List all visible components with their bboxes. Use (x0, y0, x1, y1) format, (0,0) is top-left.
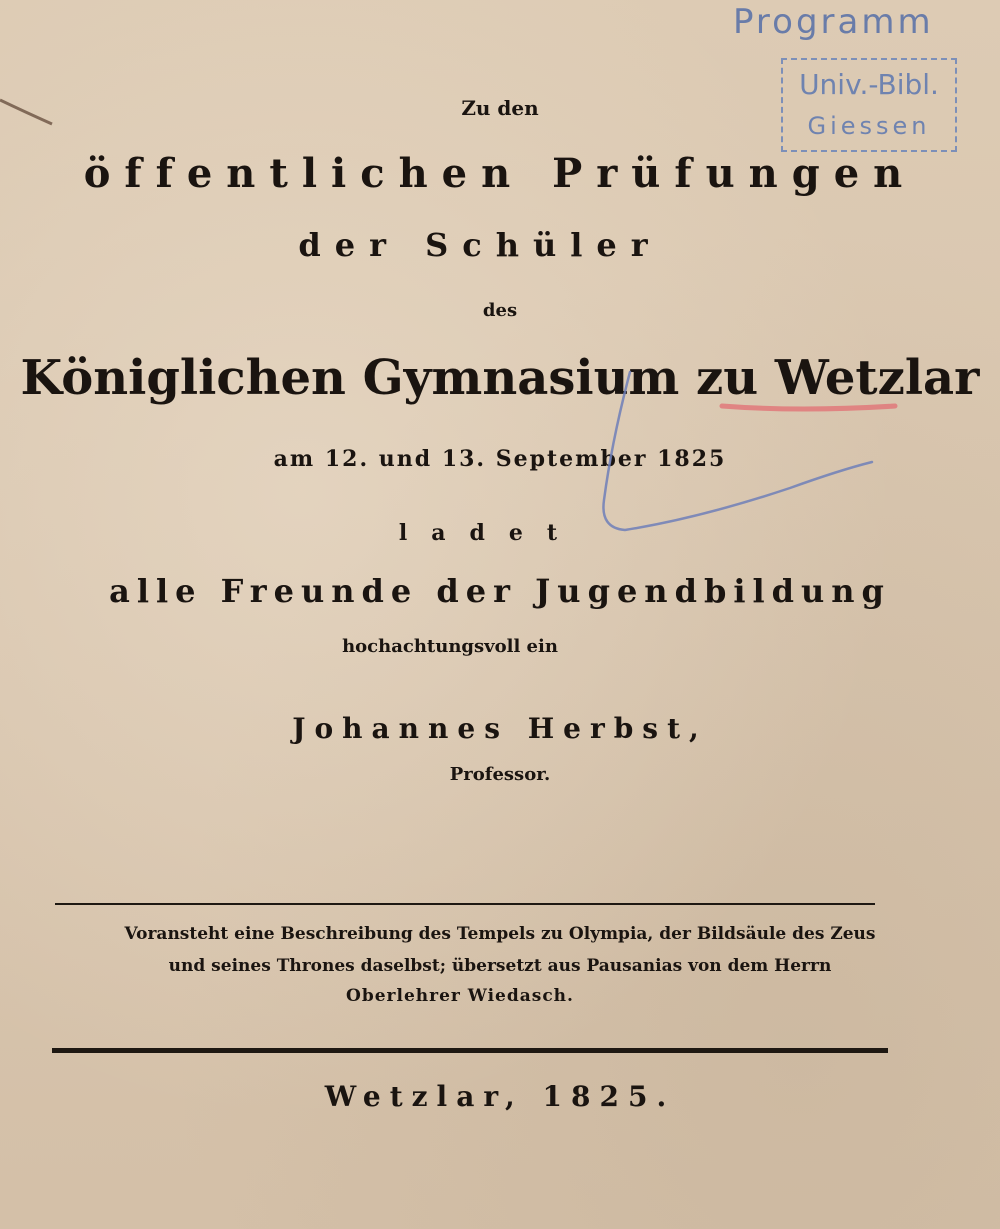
author-title: Professor. (449, 764, 551, 785)
zu-den-line: Zu den (461, 96, 539, 120)
note-line-3: Oberlehrer Wiedasch. (346, 986, 574, 1006)
blue-pen-stroke (603, 372, 872, 530)
date-line: am 12. und 13. September 1825 (273, 446, 727, 472)
der-schueler-line: der Schüler (298, 226, 662, 264)
pruefungen-line: öffentlichen Prüfungen (83, 150, 917, 197)
note-line-2: und seines Thrones daselbst; übersetzt aus Pausanias von dem Herrn (168, 956, 832, 976)
gymnasium-heading: Königlichen Gymnasium zu Wetzlar (20, 350, 980, 406)
ladet-line: ladet (398, 520, 582, 546)
hochachtungsvoll-line: hochachtungsvoll ein (342, 636, 558, 657)
programm-stamp: Programm (733, 2, 934, 42)
red-pencil-underline (722, 406, 895, 409)
edge-mark (0, 100, 52, 124)
des-line: des (482, 300, 518, 321)
note-line-1: Voransteht eine Beschreibung des Tempels zu Olympia, der Bildsäule des Zeus (124, 924, 876, 944)
imprint-line: Wetzlar, 1825. (324, 1080, 676, 1113)
library-stamp-line1: Univ.-Bibl. (799, 68, 939, 101)
author-name: Johannes Herbst, (292, 712, 708, 745)
library-stamp-line2: Giessen (807, 112, 931, 140)
freunde-line: alle Freunde der Jugendbildung (109, 572, 891, 610)
